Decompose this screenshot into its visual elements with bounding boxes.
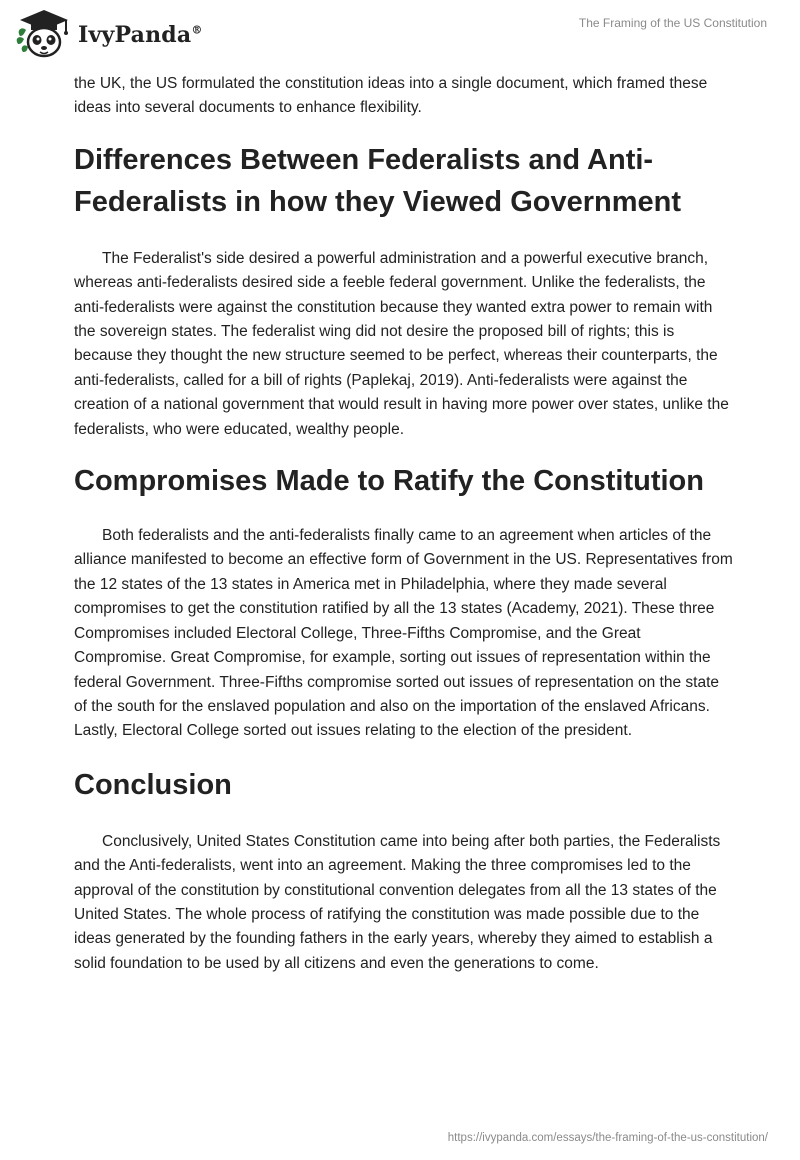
section-paragraph-conclusion: Conclusively, United States Constitution came into being after both parties, the Federalists and the Anti-federalists, went into an agreement. Making the three compromises led to the approval of the constitution by constitutional convention delegates from all the 13 states of the United States. The whole process of ratifying the constitution was made possible due to the ideas generated by the founding fathers in the early years, whereby they aimed to establish a solid foundation to be used by all citizens and even the generations to come. <box>74 832 721 972</box>
section-heading-compromises: Compromises Made to Ratify the Constitution <box>74 465 704 498</box>
panda-graduate-icon <box>14 8 74 60</box>
brand-name: IvyPanda® <box>78 22 203 48</box>
page-header <box>0 0 800 70</box>
essay-content <box>74 72 734 976</box>
section-heading-differences: Differences Between Federalists and Anti-Federalists in how they Viewed Government <box>74 143 682 218</box>
document-title: The Framing of the US Constitution <box>578 16 767 30</box>
section-paragraph-differences: The Federalist's side desired a powerful administration and a powerful executive branch, whereas anti-federalists desired side a feeble federal government. Unlike the federalists, the anti-federalists were against the constitution because they wanted extra power to remain with the sovereign states. The federalist wing did not desire the proposed bill of rights; this is because they thought the new structure seemed to be perfect, whereas their counterparts, the anti-federalists, called for a bill of rights (Paplekaj, 2019). Anti-federalists were against the creation of a national government that would result in having more power over states, unlike the federalists, who were educated, wealthy people. <box>74 249 729 438</box>
section-heading-conclusion: Conclusion <box>74 768 232 801</box>
intro-paragraph: the UK, the US formulated the constitution ideas into a single document, which framed these ideas into several documents to enhance flexibility. <box>74 75 708 117</box>
registered-mark: ® <box>191 23 203 37</box>
source-url[interactable]: https://ivypanda.com/essays/the-framing-of-the-us-constitution/ <box>447 1132 768 1144</box>
ivypanda-logo[interactable] <box>14 8 203 60</box>
section-paragraph-compromises: Both federalists and the anti-federalists finally came to an agreement when articles of the alliance manifested to become an effective form of Government in the US. Representatives from the 12 states of the 13 states in America met in Philadelphia, where they made several compromises to get the constitution ratified by all the 13 states (Academy, 2021). These three Compromises included Electoral College, Three-Fifths Compromise, and the Great Compromise. Great Compromise, for example, sorting out issues of representation within the federal Government. Three-Fifths compromise sorted out issues of representation on the state of the south for the enslaved population and also on the importation of the enslaved Africans. Lastly, Electoral College sorted out issues relating to the election of the president. <box>74 527 733 740</box>
